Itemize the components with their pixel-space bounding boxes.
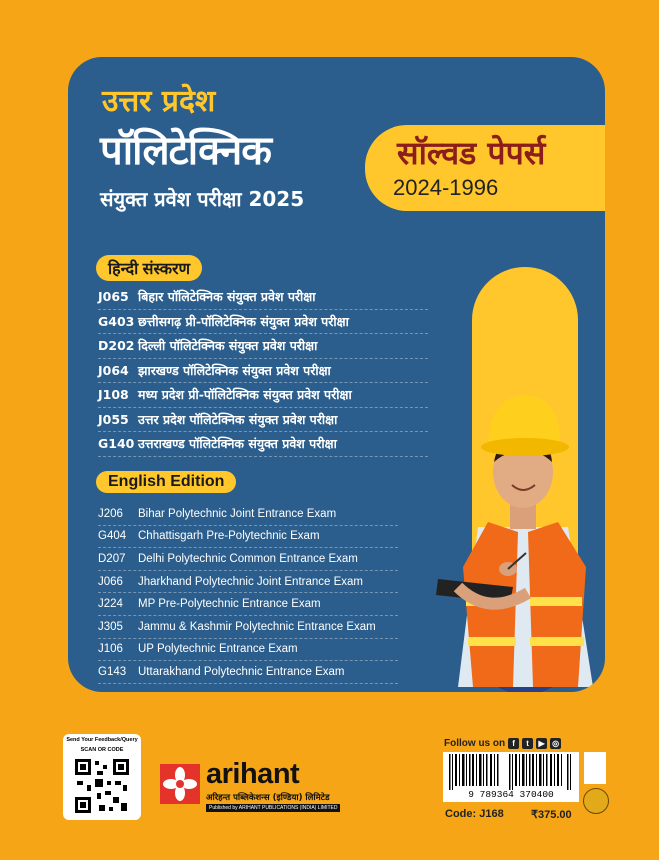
facebook-icon[interactable]: f	[508, 738, 519, 749]
badge-years: 2024-1996	[393, 175, 499, 200]
engineer-illustration	[418, 357, 605, 687]
list-item	[98, 503, 398, 526]
list-item	[98, 526, 398, 549]
item-code: J206	[98, 507, 123, 520]
badge-title: सॉल्वड पेपर्स	[397, 134, 546, 172]
cover-panel	[68, 57, 605, 692]
item-code: J055	[98, 411, 129, 427]
youtube-icon[interactable]: ▶	[536, 738, 547, 749]
item-code: J066	[98, 575, 123, 588]
barcode	[443, 752, 579, 802]
list-item	[98, 661, 398, 684]
item-title: दिल्ली पॉलिटेक्निक संयुक्त प्रवेश परीक्षा	[138, 338, 318, 354]
item-code: D202	[98, 338, 135, 354]
item-title: UP Polytechnic Entrance Exam	[138, 643, 298, 656]
item-code: J305	[98, 620, 123, 633]
list-item	[98, 334, 428, 359]
item-code: G404	[98, 530, 127, 543]
publisher-emblem-icon	[584, 752, 606, 784]
item-title: Jammu & Kashmir Polytechnic Entrance Exam	[138, 620, 376, 633]
item-title: Uttarakhand Polytechnic Entrance Exam	[138, 665, 345, 678]
follow-label: Follow us on	[444, 738, 506, 749]
item-code: G403	[98, 313, 135, 329]
item-title: उत्तर प्रदेश पॉलिटेक्निक संयुक्त प्रवेश परीक्षा	[138, 411, 338, 427]
list-item	[98, 359, 428, 384]
item-code: J224	[98, 598, 123, 611]
english-edition-label: English Edition	[96, 471, 236, 493]
item-title: Bihar Polytechnic Joint Entrance Exam	[138, 507, 337, 520]
list-item	[98, 432, 428, 457]
item-title: उत्तराखण्ड पॉलिटेक्निक संयुक्त प्रवेश परीक्षा	[138, 436, 337, 452]
item-title: MP Pre-Polytechnic Entrance Exam	[138, 598, 321, 611]
qr-caption-2: SCAN OR CODE	[80, 747, 124, 753]
title-main: पॉलिटेक्निक	[100, 128, 271, 174]
hindi-edition-label: हिन्दी संस्करण	[96, 255, 202, 281]
list-item	[98, 548, 398, 571]
list-item	[98, 383, 428, 408]
list-item	[98, 285, 428, 310]
hindi-edition-list	[98, 285, 428, 457]
list-item	[98, 310, 428, 335]
list-item	[98, 616, 398, 639]
item-title: बिहार पॉलिटेक्निक संयुक्त प्रवेश परीक्षा	[138, 289, 316, 305]
seal-icon	[583, 788, 609, 814]
brand-sub: Published by ARIHANT PUBLICATIONS (INDIA) LIMITED	[206, 804, 340, 812]
instagram-icon[interactable]: ◎	[550, 738, 561, 749]
list-item	[98, 593, 398, 616]
item-title: Jharkhand Polytechnic Joint Entrance Exam	[138, 575, 364, 588]
qr-code-icon	[73, 757, 131, 815]
item-code: J108	[98, 387, 129, 403]
feedback-qr[interactable]	[63, 734, 141, 820]
item-code: G140	[98, 436, 135, 452]
item-title: मध्य प्रदेश प्री-पॉलिटेक्निक संयुक्त प्रवेश परीक्षा	[138, 387, 352, 403]
list-item	[98, 408, 428, 433]
arihant-flower-icon	[160, 764, 200, 804]
item-title: छत्तीसगढ़ प्री-पॉलिटेक्निक संयुक्त प्रवेश परीक्षा	[138, 313, 349, 329]
list-item	[98, 639, 398, 662]
twitter-icon[interactable]: t	[522, 738, 533, 749]
barcode-number: 9 789364 370400	[468, 789, 554, 800]
item-code: J065	[98, 289, 129, 305]
title-state: उत्तर प्रदेश	[102, 84, 216, 119]
item-title: Delhi Polytechnic Common Entrance Exam	[138, 552, 358, 565]
item-code: J064	[98, 362, 129, 378]
list-item	[98, 571, 398, 594]
barcode-icon	[443, 754, 579, 790]
title-sub: संयुक्त प्रवेश परीक्षा 2025	[100, 187, 305, 211]
item-code: G143	[98, 665, 127, 678]
brand-name: arihant	[206, 758, 300, 790]
solved-papers-badge	[365, 125, 605, 211]
brand-hindi: अरिहन्त पब्लिकेशन्स (इण्डिया) लिमिटेड	[206, 793, 330, 803]
book-code: Code: J168	[445, 808, 504, 820]
qr-caption: Send Your Feedback/Query	[66, 737, 138, 743]
item-code: D207	[98, 552, 126, 565]
book-price: ₹375.00	[531, 809, 572, 821]
item-title: झारखण्ड पॉलिटेक्निक संयुक्त प्रवेश परीक्षा	[138, 362, 331, 378]
item-code: J106	[98, 643, 123, 656]
english-edition-list	[98, 503, 398, 684]
follow-us	[444, 738, 561, 749]
item-title: Chhattisgarh Pre-Polytechnic Exam	[138, 530, 320, 543]
